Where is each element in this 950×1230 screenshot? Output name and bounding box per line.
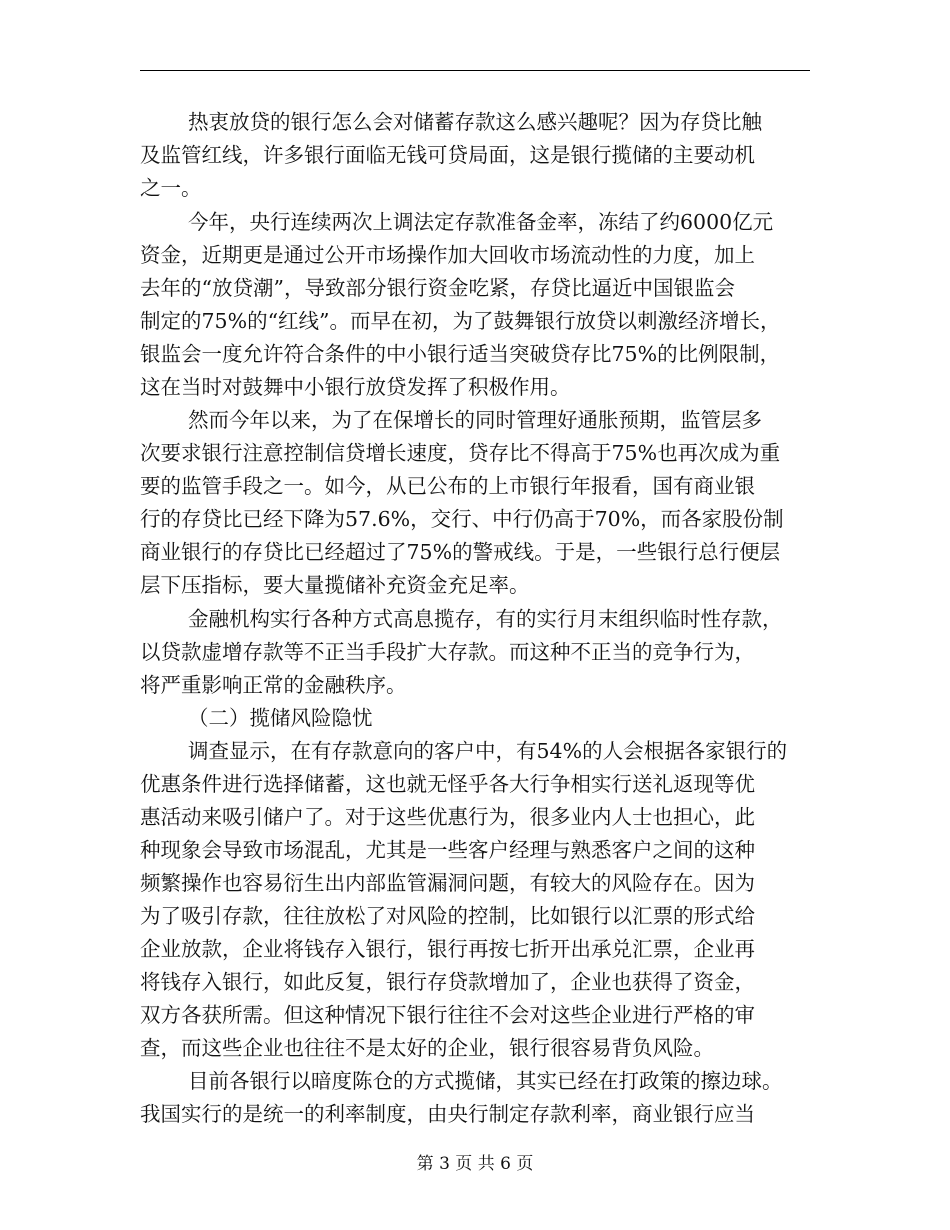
paragraph-line: 今年，央行连续两次上调法定存款准备金率，冻结了约6000亿元 [188, 210, 774, 234]
paragraph-line: 行的存贷比已经下降为57.6%，交行、中行仍高于70%，而各家股份制 [140, 507, 784, 531]
paragraph-line: 金融机构实行各种方式高息揽存，有的实行月末组织临时性存款， [188, 607, 783, 631]
paragraph-line: 次要求银行注意控制信贷增长速度，贷存比不得高于75%也再次成为重 [140, 441, 781, 465]
paragraph-line: 我国实行的是统一的利率制度，由央行制定存款利率，商业银行应当 [140, 1102, 755, 1126]
paragraph-line: 然而今年以来，为了在保增长的同时管理好通胀预期，监管层多 [188, 408, 762, 432]
paragraph-line: 银监会一度允许符合条件的中小银行适当突破贷存比75%的比例限制， [140, 342, 781, 366]
paragraph-line: 企业放款，企业将钱存入银行，银行再按七折开出承兑汇票，企业再 [140, 937, 755, 961]
paragraph-line: 优惠条件进行选择储蓄，这也就无怪乎各大行争相实行送礼返现等优 [140, 772, 755, 796]
paragraph-line: 要的监管手段之一。如今，从已公布的上市银行年报看，国有商业银 [140, 474, 755, 498]
paragraph-line: 惠活动来吸引储户了。对于这些优惠行为，很多业内人士也担心，此 [140, 805, 755, 829]
paragraph-line: 将钱存入银行，如此反复，银行存贷款增加了，企业也获得了资金， [140, 970, 755, 994]
paragraph-line: 双方各获所需。但这种情况下银行往往不会对这些企业进行严格的审 [140, 1003, 755, 1027]
page-number: 第 3 页 共 6 页 [416, 1154, 534, 1174]
paragraph-line: 及监管红线，许多银行面临无钱可贷局面，这是银行揽储的主要动机 [140, 143, 755, 167]
paragraph-line: 资金，近期更是通过公开市场操作加大回收市场流动性的力度，加上 [140, 243, 755, 267]
paragraph-line: 为了吸引存款，往往放松了对风险的控制，比如银行以汇票的形式给 [140, 904, 755, 928]
paragraph-line: 目前各银行以暗度陈仓的方式揽储，其实已经在打政策的擦边球。 [188, 1069, 783, 1093]
section-heading: （二）揽储风险隐忧 [188, 706, 373, 730]
paragraph-line: 查，而这些企业也往往不是太好的企业，银行很容易背负风险。 [140, 1036, 714, 1060]
paragraph-line: 商业银行的存贷比已经超过了75%的警戒线。于是，一些银行总行便层 [140, 540, 781, 564]
paragraph-line: 去年的“放贷潮”，导致部分银行资金吃紧，存贷比逼近中国银监会 [140, 276, 735, 300]
paragraph-line: 之一。 [140, 176, 202, 200]
paragraph-line: 以贷款虚增存款等不正当手段扩大存款。而这种不正当的竞争行为， [140, 640, 755, 664]
paragraph-line: 热衷放贷的银行怎么会对储蓄存款这么感兴趣呢？因为存贷比触 [188, 110, 762, 134]
paragraph-line: 调查显示，在有存款意向的客户中，有54%的人会根据各家银行的 [188, 739, 788, 763]
paragraph-line: 层下压指标，要大量揽储补充资金充足率。 [140, 573, 530, 597]
paragraph-line: 这在当时对鼓舞中小银行放贷发挥了积极作用。 [140, 375, 571, 399]
paragraph-line: 频繁操作也容易衍生出内部监管漏洞问题，有较大的风险存在。因为 [140, 871, 755, 895]
paragraph-line: 种现象会导致市场混乱，尤其是一些客户经理与熟悉客户之间的这种 [140, 838, 755, 862]
paragraph-line: 制定的75%的“红线”。而早在初，为了鼓舞银行放贷以刺激经济增长， [140, 309, 781, 333]
paragraph-line: 将严重影响正常的金融秩序。 [140, 673, 407, 697]
